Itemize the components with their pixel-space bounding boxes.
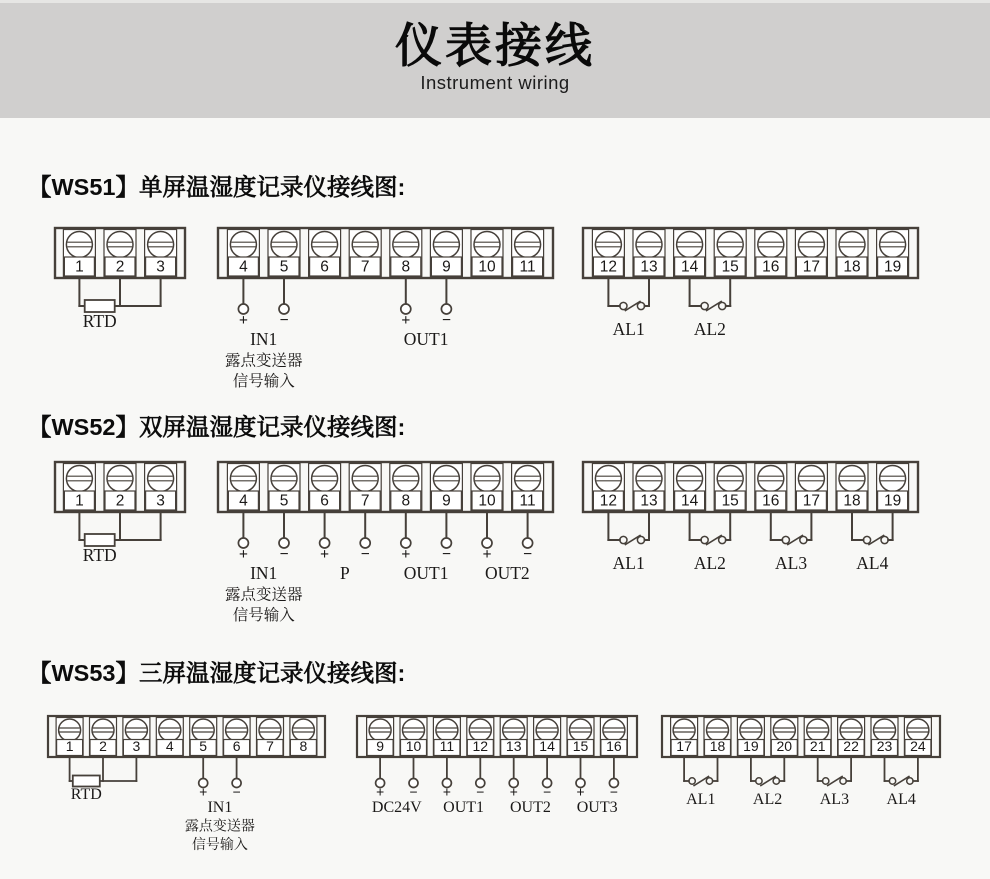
terminal	[367, 718, 394, 756]
terminal	[674, 230, 706, 277]
terminal	[877, 230, 909, 277]
terminal	[737, 718, 764, 756]
page-subtitle: Instrument wiring	[420, 71, 570, 93]
terminal	[145, 230, 177, 277]
terminal-block	[662, 716, 940, 757]
switch-contact-icon	[881, 536, 888, 543]
diagram-ws53	[0, 700, 990, 865]
diagram-ws51	[0, 210, 990, 400]
terminal	[471, 230, 503, 277]
terminal-number: 3	[156, 258, 165, 276]
terminal-number: 16	[762, 258, 780, 276]
terminal-number: 5	[279, 492, 289, 510]
terminal	[56, 718, 83, 756]
minus-sign: −	[360, 546, 370, 563]
terminal	[104, 230, 136, 277]
screw-icon	[393, 466, 419, 492]
switch-contact-icon	[689, 778, 695, 784]
terminal	[671, 718, 698, 756]
terminal	[904, 718, 931, 756]
screw-icon	[148, 466, 174, 492]
screw-icon	[433, 232, 459, 258]
terminal	[390, 230, 422, 277]
minus-sign: −	[609, 785, 619, 801]
terminal	[467, 718, 494, 756]
terminal-number: 8	[401, 492, 411, 510]
terminal-number: 15	[721, 258, 739, 276]
terminal-number: 12	[472, 738, 489, 754]
terminal	[290, 718, 317, 756]
terminal	[795, 464, 827, 511]
terminal	[145, 464, 177, 511]
terminal	[349, 230, 381, 277]
screw-icon	[230, 232, 256, 258]
terminal	[836, 230, 868, 277]
switch-contact-icon	[889, 778, 895, 784]
rtd-label: RTD	[82, 311, 117, 331]
alarm-label: AL1	[612, 319, 645, 339]
screw-icon	[677, 466, 703, 492]
header-banner	[0, 3, 990, 118]
signal-pair-connector	[401, 278, 452, 349]
terminal-number: 8	[401, 258, 411, 276]
terminal	[400, 718, 427, 756]
screw-icon	[758, 232, 784, 258]
pair-label: IN1	[250, 329, 278, 349]
terminal-number: 2	[115, 492, 125, 510]
terminal-number: 1	[75, 492, 84, 510]
terminal	[512, 464, 544, 511]
alarm-switch-connector	[751, 757, 784, 808]
pair-label: OUT1	[403, 329, 449, 349]
minus-sign: −	[523, 546, 533, 563]
switch-contact-icon	[719, 302, 726, 309]
alarm-switch-connector	[608, 278, 649, 339]
diagram-ws52	[0, 450, 990, 640]
switch-contact-icon	[773, 778, 779, 784]
alarm-label: AL4	[886, 791, 916, 808]
terminal-block	[357, 716, 637, 757]
signal-pair-connector	[401, 512, 452, 583]
terminal-number: 17	[676, 738, 692, 754]
plus-sign: +	[576, 785, 585, 801]
plus-sign: +	[401, 312, 411, 329]
terminal	[755, 230, 787, 277]
terminal-number: 1	[75, 258, 84, 276]
alarm-switch-connector	[771, 512, 812, 573]
terminal-number: 15	[572, 738, 589, 754]
pair-sublabel: 露点变送器	[224, 586, 303, 604]
screw-icon	[515, 232, 541, 258]
alarm-switch-connector	[852, 512, 893, 573]
terminal	[512, 230, 544, 277]
terminal-number: 3	[132, 738, 141, 754]
alarm-switch-connector	[885, 757, 918, 808]
plus-sign: +	[509, 785, 518, 801]
switch-contact-icon	[756, 778, 762, 784]
terminal	[63, 464, 95, 511]
screw-icon	[230, 466, 256, 492]
switch-contact-icon	[637, 302, 644, 309]
terminal-number: 15	[721, 492, 739, 510]
terminal-number: 10	[405, 738, 422, 754]
screw-icon	[717, 466, 743, 492]
plus-sign: +	[238, 546, 248, 563]
minus-sign: −	[441, 312, 451, 329]
rtd-connector	[79, 512, 160, 565]
terminal	[349, 464, 381, 511]
screw-icon	[66, 466, 92, 492]
terminal-number: 4	[239, 258, 248, 276]
switch-contact-icon	[620, 536, 627, 543]
alarm-label: AL2	[752, 791, 783, 808]
terminal	[877, 464, 909, 511]
plus-sign: +	[401, 546, 411, 563]
signal-pair-connector	[225, 278, 303, 390]
terminal	[633, 464, 665, 511]
terminal	[268, 230, 300, 277]
terminal-number: 6	[320, 492, 329, 510]
alarm-switch-connector	[690, 512, 731, 573]
screw-icon	[515, 466, 541, 492]
section-title-ws51: 【WS51】单屏温湿度记录仪接线图:	[28, 174, 406, 200]
plus-sign: +	[442, 785, 452, 801]
terminal-number: 11	[439, 738, 455, 754]
alarm-switch-connector	[684, 757, 717, 808]
screw-icon	[107, 232, 133, 258]
signal-pair-connector	[372, 757, 422, 816]
pair-sublabel: 信号输入	[191, 838, 248, 853]
signal-pair-connector	[225, 512, 303, 624]
section-title-ws52: 【WS52】双屏温湿度记录仪接线图:	[28, 414, 406, 440]
terminal-block	[218, 228, 553, 278]
terminal	[257, 718, 284, 756]
plus-sign: +	[199, 785, 208, 801]
pair-sublabel: 信号输入	[232, 607, 295, 624]
terminal-number: 4	[165, 738, 174, 754]
page-title: 仪表接线	[395, 19, 595, 72]
terminal-number: 1	[65, 738, 74, 754]
terminal	[592, 230, 624, 277]
pair-sublabel: 信号输入	[232, 373, 295, 390]
terminal-number: 18	[843, 492, 861, 510]
terminal-number: 17	[802, 258, 821, 276]
signal-pair-connector	[320, 512, 371, 583]
terminal-number: 16	[762, 492, 780, 510]
screw-icon	[880, 232, 906, 258]
terminal-number: 16	[606, 738, 622, 754]
alarm-label: AL1	[686, 791, 716, 808]
minus-sign: −	[279, 312, 289, 329]
switch-contact-icon	[907, 778, 913, 784]
screw-icon	[433, 466, 459, 492]
terminal	[309, 464, 341, 511]
signal-pair-connector	[185, 757, 255, 853]
terminal-number: 13	[505, 738, 522, 754]
screw-icon	[312, 466, 338, 492]
terminal-number: 3	[156, 492, 165, 510]
minus-sign: −	[476, 785, 485, 801]
terminal-number: 13	[640, 492, 658, 510]
terminal-number: 12	[599, 492, 618, 510]
terminal-number: 9	[376, 738, 384, 754]
terminal-number: 10	[478, 258, 496, 276]
screw-icon	[595, 232, 621, 258]
screw-icon	[148, 232, 174, 258]
terminal-number: 6	[232, 738, 241, 754]
terminal	[227, 230, 259, 277]
switch-contact-icon	[706, 778, 712, 784]
minus-sign: −	[409, 785, 418, 801]
terminal-number: 5	[199, 738, 208, 754]
rtd-label: RTD	[82, 545, 117, 565]
screw-icon	[839, 232, 865, 258]
screw-icon	[352, 232, 378, 258]
screw-icon	[474, 466, 500, 492]
terminal-number: 9	[442, 492, 451, 510]
minus-sign: −	[279, 546, 289, 563]
screw-icon	[758, 466, 784, 492]
terminal	[704, 718, 731, 756]
screw-icon	[717, 232, 743, 258]
terminal-number: 7	[360, 258, 370, 276]
switch-contact-icon	[719, 536, 726, 543]
pair-label: DC24V	[371, 799, 422, 816]
terminal-block	[218, 462, 553, 512]
terminal-number: 24	[910, 738, 926, 754]
minus-sign: −	[232, 785, 241, 801]
terminal	[156, 718, 183, 756]
terminal	[309, 230, 341, 277]
terminal	[755, 464, 787, 511]
screw-icon	[839, 466, 865, 492]
screw-icon	[798, 232, 824, 258]
terminal	[104, 464, 136, 511]
pair-sublabel: 露点变送器	[184, 819, 255, 835]
terminal	[534, 718, 561, 756]
terminal	[390, 464, 422, 511]
terminal-number: 8	[299, 738, 308, 754]
terminal	[674, 464, 706, 511]
screw-icon	[393, 232, 419, 258]
switch-contact-icon	[863, 536, 870, 543]
screw-icon	[312, 232, 338, 258]
terminal-block	[583, 228, 918, 278]
screw-icon	[798, 466, 824, 492]
terminal-number: 23	[876, 738, 893, 754]
terminal-block	[583, 462, 918, 512]
rtd-connector	[79, 278, 160, 331]
signal-pair-connector	[576, 757, 618, 816]
screw-icon	[271, 466, 297, 492]
alarm-switch-connector	[608, 512, 649, 573]
signal-pair-connector	[509, 757, 551, 816]
terminal	[795, 230, 827, 277]
switch-contact-icon	[800, 536, 807, 543]
terminal-block	[55, 462, 185, 512]
plus-sign: +	[238, 312, 248, 329]
terminal	[804, 718, 831, 756]
terminal	[268, 464, 300, 511]
terminal-number: 7	[266, 738, 274, 754]
terminal	[471, 464, 503, 511]
screw-icon	[677, 232, 703, 258]
alarm-label: AL1	[612, 553, 645, 573]
terminal-number: 14	[539, 738, 555, 754]
plus-sign: +	[320, 546, 330, 563]
pair-label: OUT3	[576, 799, 618, 816]
alarm-label: AL3	[819, 791, 850, 808]
terminal	[871, 718, 898, 756]
switch-contact-icon	[823, 778, 829, 784]
terminal	[190, 718, 217, 756]
rtd-label: RTD	[70, 786, 102, 803]
plus-sign: +	[482, 546, 492, 563]
terminal	[633, 230, 665, 277]
switch-contact-icon	[840, 778, 846, 784]
pair-label: OUT1	[443, 799, 485, 816]
screw-icon	[595, 466, 621, 492]
alarm-label: AL2	[693, 319, 726, 339]
switch-contact-icon	[701, 536, 708, 543]
terminal-number: 4	[239, 492, 248, 510]
terminal	[838, 718, 865, 756]
terminal-number: 5	[279, 258, 289, 276]
screw-icon	[66, 232, 92, 258]
pair-sublabel: 露点变送器	[224, 352, 303, 370]
terminal-number: 19	[883, 258, 902, 276]
pair-label: OUT1	[403, 563, 449, 583]
terminal	[500, 718, 527, 756]
terminal-number: 17	[802, 492, 821, 510]
pair-label: IN1	[250, 563, 278, 583]
pair-label: P	[340, 563, 350, 583]
plus-sign: +	[375, 785, 385, 801]
switch-contact-icon	[620, 302, 627, 309]
terminal	[433, 718, 460, 756]
terminal	[592, 464, 624, 511]
pair-label: IN1	[207, 799, 233, 816]
terminal-number: 7	[360, 492, 370, 510]
terminal	[223, 718, 250, 756]
signal-pair-connector	[482, 512, 533, 583]
terminal-number: 2	[115, 258, 125, 276]
alarm-switch-connector	[818, 757, 851, 808]
terminal-number: 18	[843, 258, 861, 276]
terminal-number: 9	[442, 258, 451, 276]
terminal-number: 10	[478, 492, 496, 510]
terminal-number: 12	[599, 258, 618, 276]
terminal-number: 6	[320, 258, 329, 276]
terminal-block-outline	[357, 716, 637, 757]
terminal	[714, 230, 746, 277]
terminal	[836, 464, 868, 511]
terminal-number: 20	[776, 738, 793, 754]
terminal-number: 11	[519, 258, 536, 276]
alarm-label: AL2	[693, 553, 726, 573]
terminal	[430, 464, 462, 511]
alarm-label: AL4	[856, 553, 889, 573]
pair-label: OUT2	[509, 799, 551, 816]
signal-pair-connector	[442, 757, 484, 816]
minus-sign: −	[542, 785, 552, 801]
terminal-number: 22	[843, 738, 859, 754]
terminal-number: 13	[640, 258, 658, 276]
terminal-number: 18	[709, 738, 726, 754]
terminal-block	[55, 228, 185, 278]
section-title-ws53: 【WS53】三屏温湿度记录仪接线图:	[28, 660, 406, 686]
screw-icon	[107, 466, 133, 492]
terminal	[771, 718, 798, 756]
pair-label: OUT2	[484, 563, 530, 583]
switch-contact-icon	[701, 302, 708, 309]
terminal	[714, 464, 746, 511]
terminal	[90, 718, 117, 756]
terminal	[430, 230, 462, 277]
terminal-number: 2	[99, 738, 107, 754]
rtd-connector	[70, 757, 137, 803]
screw-icon	[636, 232, 662, 258]
terminal-number: 19	[883, 492, 902, 510]
terminal-number: 14	[680, 492, 699, 510]
terminal-number: 19	[743, 738, 759, 754]
screw-icon	[474, 232, 500, 258]
screw-icon	[880, 466, 906, 492]
terminal	[600, 718, 627, 756]
screw-icon	[636, 466, 662, 492]
terminal-number: 14	[680, 258, 699, 276]
switch-contact-icon	[637, 536, 644, 543]
alarm-label: AL3	[775, 553, 808, 573]
terminal-number: 11	[519, 492, 536, 510]
alarm-switch-connector	[690, 278, 731, 339]
terminal	[123, 718, 150, 756]
terminal	[567, 718, 594, 756]
switch-contact-icon	[782, 536, 789, 543]
terminal-block	[48, 716, 325, 757]
minus-sign: −	[441, 546, 451, 563]
terminal	[227, 464, 259, 511]
rtd-resistor-icon	[73, 776, 100, 787]
screw-icon	[271, 232, 297, 258]
terminal-number: 21	[809, 738, 826, 754]
screw-icon	[352, 466, 378, 492]
terminal	[63, 230, 95, 277]
